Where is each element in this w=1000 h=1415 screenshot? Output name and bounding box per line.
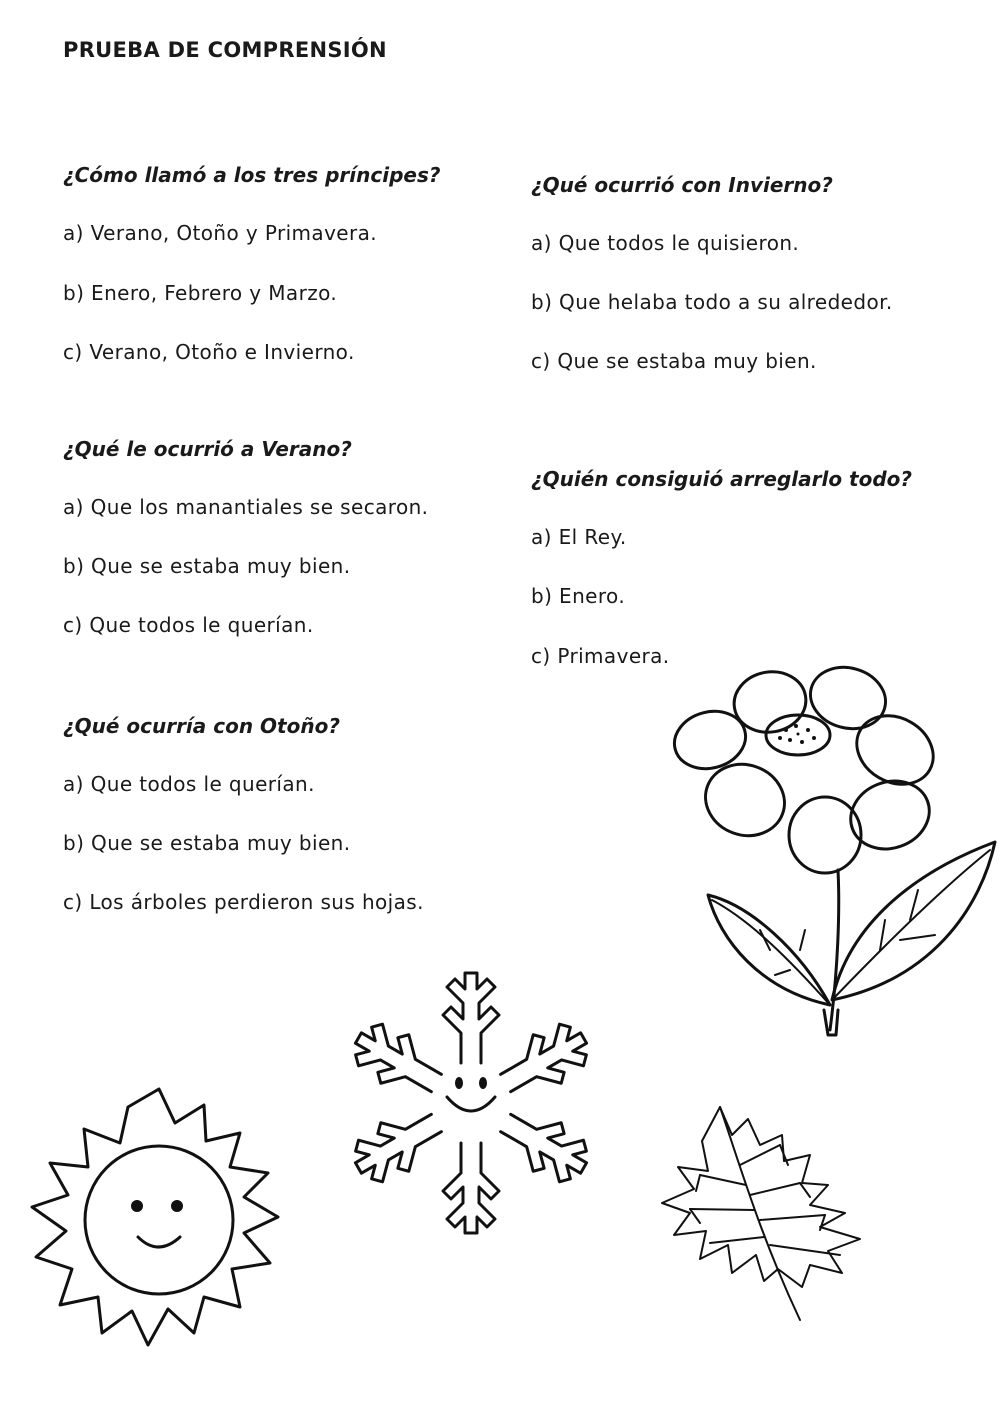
page-title: PRUEBA DE COMPRENSIÓN [63, 38, 387, 62]
question-3-option-a[interactable]: a) Que todos le querían. [63, 772, 315, 796]
flower-icon [650, 650, 1000, 1045]
question-3-option-b[interactable]: b) Que se estaba muy bien. [63, 831, 351, 855]
question-2-option-b[interactable]: b) Que se estaba muy bien. [63, 554, 351, 578]
question-1: ¿Cómo llamó a los tres príncipes? [63, 163, 441, 187]
question-2: ¿Qué le ocurrió a Verano? [63, 437, 352, 461]
question-4-option-b[interactable]: b) Que helaba todo a su alrededor. [531, 290, 893, 314]
question-3-option-c[interactable]: c) Los árboles perdieron sus hojas. [63, 890, 424, 914]
question-4-option-c[interactable]: c) Que se estaba muy bien. [531, 349, 817, 373]
question-5-option-b[interactable]: b) Enero. [531, 584, 626, 608]
question-2-option-c[interactable]: c) Que todos le querían. [63, 613, 314, 637]
question-4-option-a[interactable]: a) Que todos le quisieron. [531, 231, 800, 255]
leaf-icon [660, 1105, 875, 1325]
question-5-option-a[interactable]: a) El Rey. [531, 525, 627, 549]
question-4: ¿Qué ocurrió con Invierno? [531, 173, 833, 197]
question-1-option-a[interactable]: a) Verano, Otoño y Primavera. [63, 221, 378, 245]
question-1-option-c[interactable]: c) Verano, Otoño e Invierno. [63, 340, 355, 364]
question-5-option-c[interactable]: c) Primavera. [531, 644, 670, 668]
question-5: ¿Quién consiguió arreglarlo todo? [531, 467, 913, 491]
sun-icon [28, 1085, 290, 1355]
question-3: ¿Qué ocurría con Otoño? [63, 714, 340, 738]
question-1-option-b[interactable]: b) Enero, Febrero y Marzo. [63, 281, 338, 305]
snowflake-icon [335, 968, 607, 1238]
question-2-option-a[interactable]: a) Que los manantiales se secaron. [63, 495, 429, 519]
